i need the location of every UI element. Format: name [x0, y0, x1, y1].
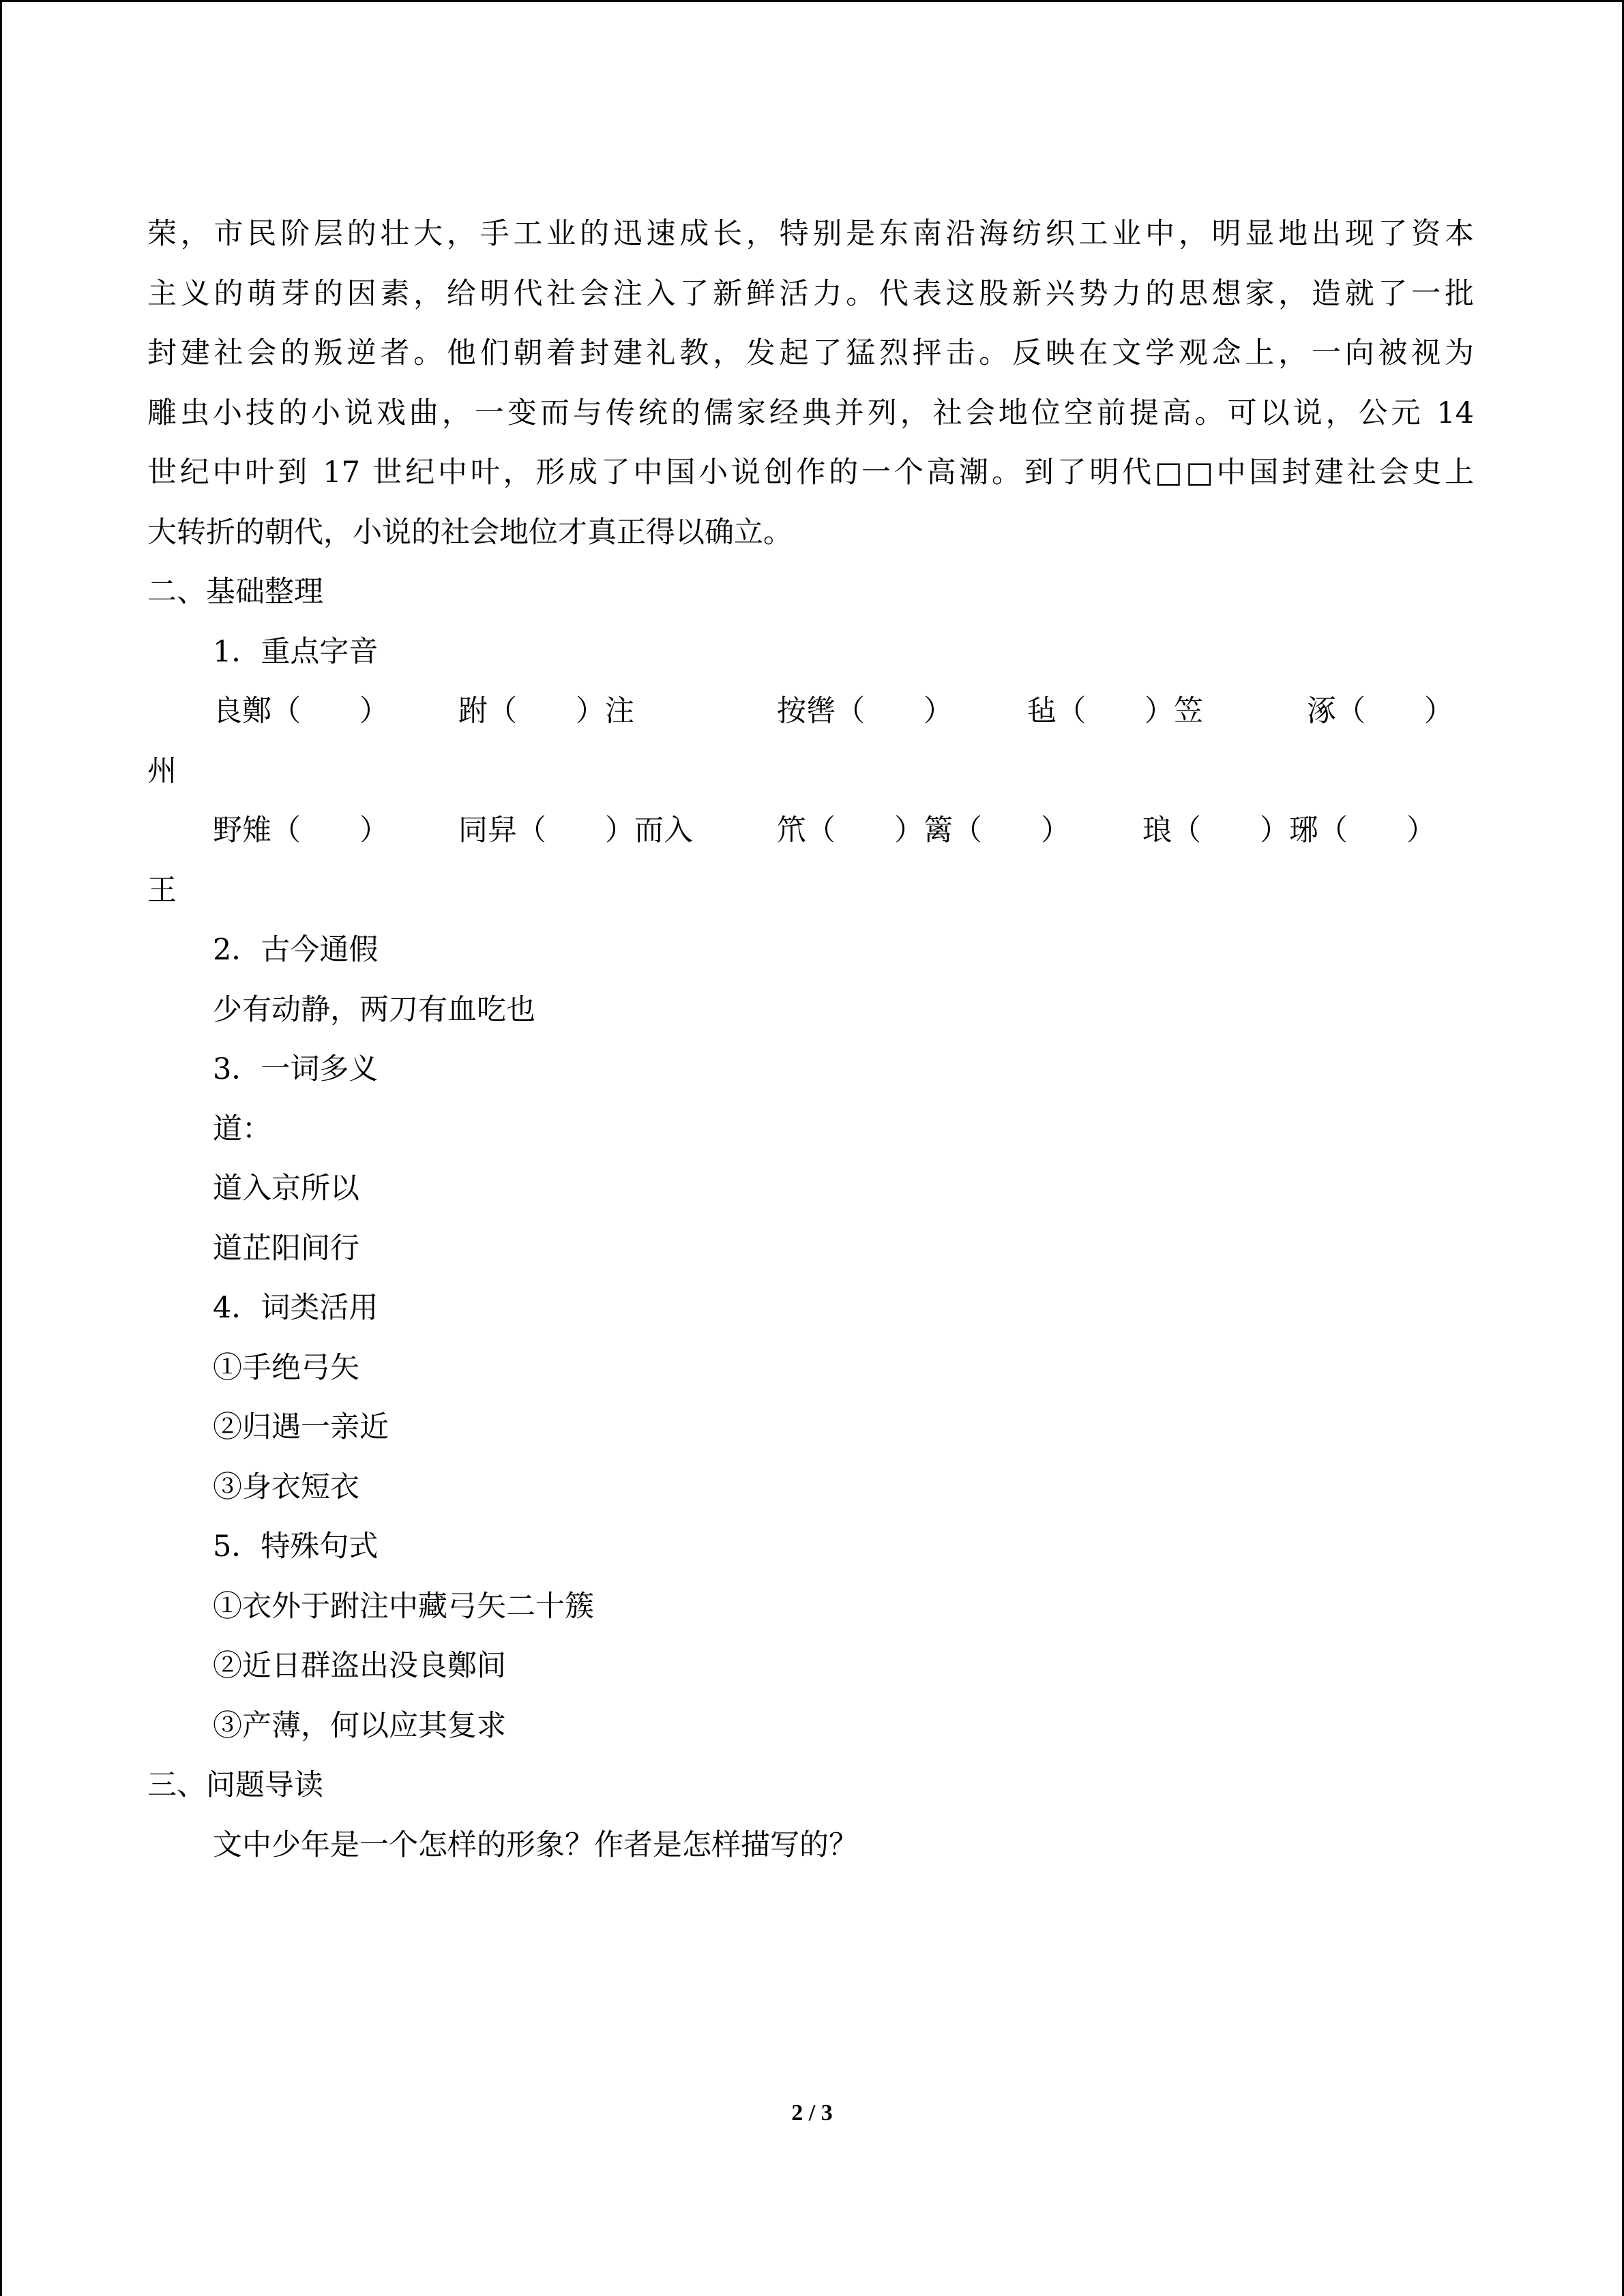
polysemy-line: 道：	[213, 1112, 271, 1146]
pronunciation-row-2-wrap: 王	[147, 873, 177, 908]
pronunciation-item: 按辔（ ）	[777, 694, 953, 728]
item-title-tongjia: 2．古今通假	[213, 933, 379, 967]
sentence-pattern-line: ②近日群盗出没良鄭间	[213, 1649, 506, 1683]
pronunciation-item: 野雉（ ）	[213, 814, 389, 848]
document-body	[147, 205, 1474, 1875]
word-class-line: ②归遇一亲近	[213, 1410, 389, 1444]
pronunciation-item: 琅（ ）琊（ ）	[1142, 814, 1436, 848]
pronunciation-item: 同舁（ ）而入	[458, 814, 693, 848]
pronunciation-row-1-wrap: 州	[147, 754, 177, 788]
item-title-sentence-patterns: 5．特殊句式	[213, 1530, 379, 1564]
intro-line: 世纪中叶到 17 世纪中叶，形成了中国小说创作的一个高潮。到了明代□□中国封建社会史上	[147, 456, 1474, 490]
item-title-polysemy: 3．一词多义	[213, 1052, 379, 1086]
intro-line: 主义的萌芽的因素，给明代社会注入了新鲜活力。代表这股新兴势力的思想家，造就了一批	[147, 276, 1474, 311]
pronunciation-item: 笊（ ）篱（ ）	[777, 814, 1070, 848]
pronunciation-row-1	[147, 682, 1474, 742]
word-class-line: ①手绝弓矢	[213, 1350, 359, 1385]
page-number: 2 / 3	[791, 2100, 833, 2126]
polysemy-line: 道芷阳间行	[213, 1231, 359, 1266]
polysemy-line: 道入京所以	[213, 1172, 359, 1206]
intro-line: 封建社会的叛逆者。他们朝着封建礼教，发起了猛烈抨击。反映在文学观念上，一向被视为	[147, 336, 1474, 370]
section-heading-questions: 三、问题导读	[147, 1768, 323, 1802]
pronunciation-row-2	[147, 801, 1474, 861]
word-class-line: ③身衣短衣	[213, 1470, 359, 1504]
tongjia-line: 少有动静，两刀有血吃也	[213, 992, 535, 1027]
item-title-word-class: 4．词类活用	[213, 1291, 379, 1325]
intro-paragraph	[147, 205, 1474, 563]
sentence-pattern-line: ①衣外于跗注中藏弓矢二十簇	[213, 1589, 594, 1624]
pronunciation-item: 毡（ ）笠	[1027, 694, 1203, 728]
intro-line: 荣，市民阶层的壮大，手工业的迅速成长，特别是东南沿海纺织工业中，明显地出现了资本	[147, 217, 1474, 251]
sentence-pattern-line: ③产薄，何以应其复求	[213, 1708, 506, 1743]
section-heading-basics: 二、基础整理	[147, 575, 323, 609]
pronunciation-item: 涿（ ）	[1307, 694, 1453, 728]
intro-line: 大转折的朝代，小说的社会地位才真正得以确立。	[147, 515, 793, 550]
question-line: 文中少年是一个怎样的形象？作者是怎样描写的？	[213, 1828, 858, 1862]
item-title-pronunciation: 1．重点字音	[213, 634, 379, 669]
pronunciation-item: 良鄭（ ）	[213, 694, 389, 728]
intro-line: 雕虫小技的小说戏曲，一变而与传统的儒家经典并列，社会地位空前提高。可以说，公元 14	[147, 396, 1474, 430]
pronunciation-item: 跗（ ）注	[458, 694, 634, 728]
